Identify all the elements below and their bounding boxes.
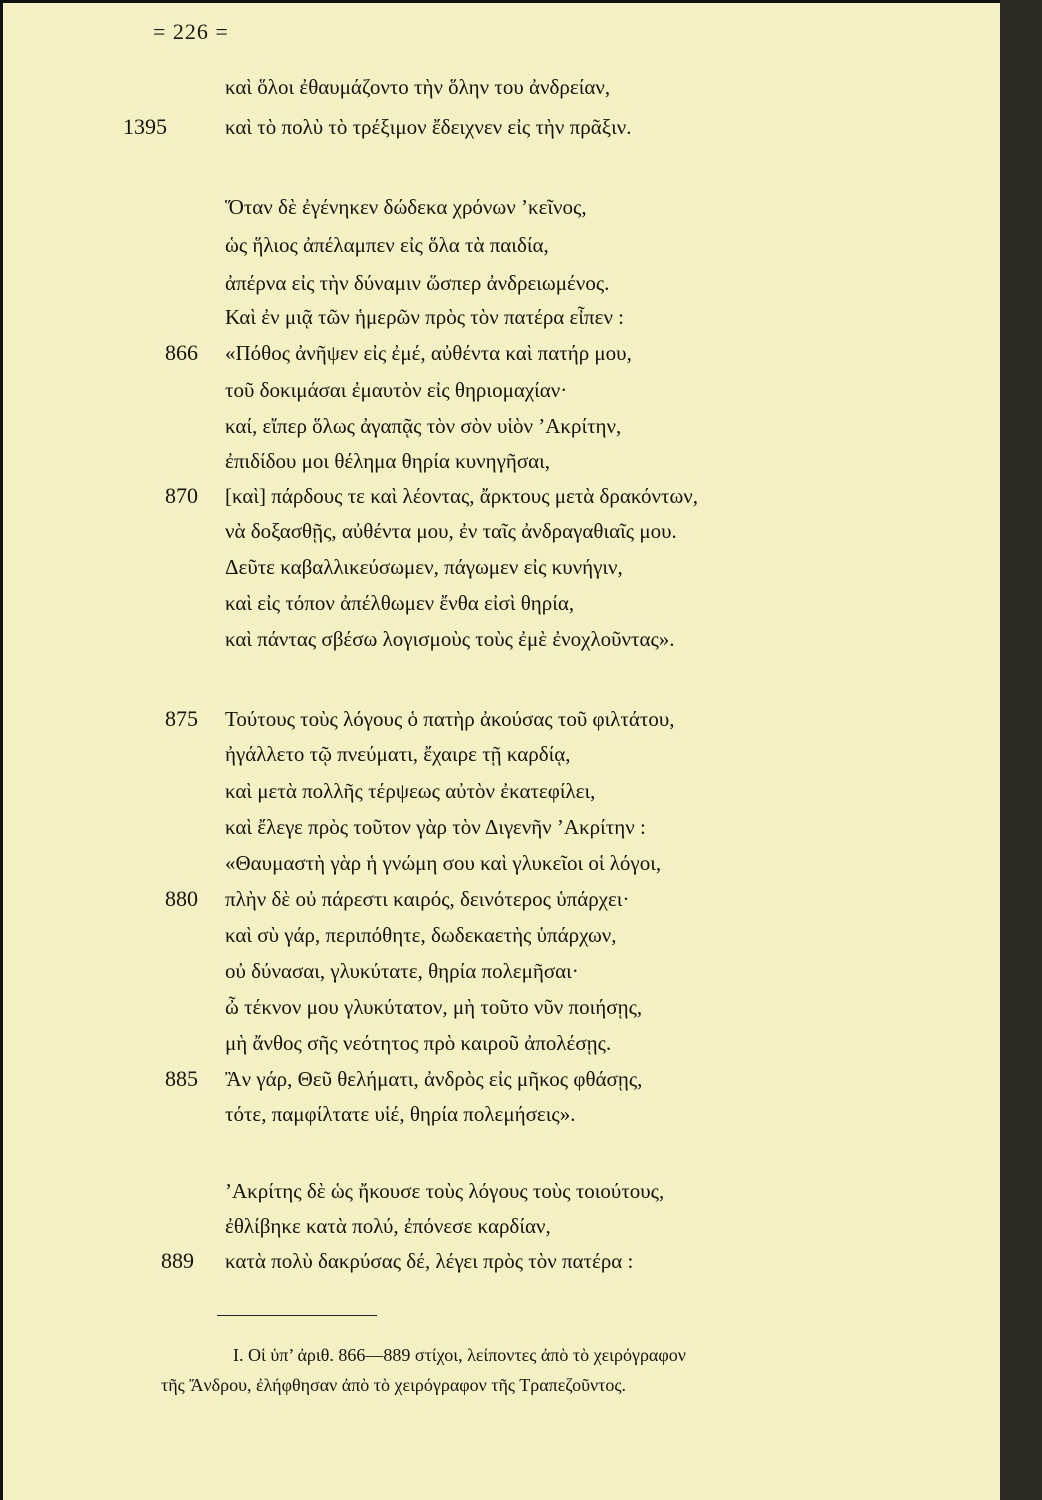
scan-edge <box>1000 0 1042 1500</box>
verse-line <box>3 621 1000 657</box>
verse-line <box>3 585 1000 621</box>
line-text: καὶ μετὰ πολλῆς τέρψεως αὐτὸν ἐκατεφίλει, <box>225 779 596 803</box>
line-text: «Θαυμαστὴ γὰρ ἡ γνώμη σου καὶ γλυκεῖοι οἱ λόγοι, <box>225 851 662 875</box>
verse-line <box>3 372 1000 408</box>
page-header: = 226 = <box>153 19 229 44</box>
verse-line <box>3 478 1000 514</box>
verse-line <box>3 701 1000 737</box>
line-text: νὰ δοξασθῇς, αὐθέντα μου, ἐν ταῖς ἀνδραγαθιαῖς μου. <box>225 519 677 543</box>
verse-line <box>3 443 1000 479</box>
line-text: ὦ τέκνον μου γλυκύτατον, μὴ τοῦτο νῦν ποιήσῃς, <box>225 995 643 1019</box>
verse-line <box>3 1208 1000 1244</box>
verse-line <box>3 549 1000 585</box>
line-text: καὶ εἰς τόπον ἀπέλθωμεν ἔνθα εἰσὶ θηρία, <box>225 591 575 615</box>
line-text: ’Ακρίτης δὲ ὡς ἤκουσε τοὺς λόγους τοὺς τοιούτους, <box>225 1179 665 1203</box>
line-number: 889 <box>161 1248 194 1273</box>
footnote-divider <box>217 1315 377 1316</box>
verse-line <box>3 1025 1000 1061</box>
line-text: καὶ ἔλεγε πρὸς τοῦτον γὰρ τὸν Διγενῆν ’Ακρίτην : <box>225 815 646 839</box>
verse-line <box>3 408 1000 444</box>
line-text: ἐπιδίδου μοι θέλημα θηρία κυνηγῆσαι, <box>225 449 551 473</box>
line-text: κατὰ πολὺ δακρύσας δέ, λέγει πρὸς τὸν πατέρα : <box>225 1249 634 1273</box>
verse-line <box>3 809 1000 845</box>
verse-line <box>3 1096 1000 1132</box>
line-text: οὐ δύνασαι, γλυκύτατε, θηρία πολεμῆσαι· <box>225 959 579 983</box>
line-text: ὡς ἥλιος ἀπέλαμπεν εἰς ὅλα τὰ παιδία, <box>225 233 549 257</box>
verse-line <box>3 1061 1000 1097</box>
line-text: Ὅταν δὲ ἐγένηκεν δώδεκα χρόνων ’κεῖνος, <box>225 195 587 219</box>
line-number: 875 <box>165 706 198 731</box>
line-text: ἐθλίβηκε κατὰ πολύ, ἐπόνεσε καρδίαν, <box>225 1214 551 1238</box>
line-number: 885 <box>165 1066 198 1091</box>
verse-line <box>3 845 1000 881</box>
line-text: καί, εἴπερ ὅλως ἀγαπᾷς τὸν σὸν υἱὸν ’Ακρίτην, <box>225 414 622 438</box>
line-text: ἀπέρνα εἰς τὴν δύναμιν ὥσπερ ἀνδρειωμένος. <box>225 271 610 295</box>
verse-line <box>3 917 1000 953</box>
verse-line <box>3 189 1000 225</box>
line-text: τότε, παμφίλτατε υἱέ, θηρία πολεμήσεις». <box>225 1102 576 1126</box>
verse-line <box>3 881 1000 917</box>
line-text: Τούτους τοὺς λόγους ὁ πατὴρ ἀκούσας τοῦ φιλτάτου, <box>225 707 675 731</box>
line-text: μὴ ἄνθος σῆς νεότητος πρὸ καιροῦ ἀπολέσῃς. <box>225 1031 612 1055</box>
verse-line <box>3 299 1000 335</box>
line-text: «Πόθος ἀνῆψεν εἰς ἐμέ, αὐθέντα καὶ πατήρ μου, <box>225 341 632 365</box>
footnote-line: Ι. Οἱ ὑπ’ ἀριθ. 866—889 στίχοι, λείποντες ἀπὸ τὸ χειρόγραφον <box>233 1345 686 1365</box>
line-text: καὶ ὅλοι ἐθαυμάζοντο τὴν ὅλην του ἀνδρείαν, <box>225 75 611 99</box>
line-text: τοῦ δοκιμάσαι ἐμαυτὸν εἰς θηριομαχίαν· <box>225 378 568 402</box>
line-text: Ἂν γάρ, Θεῦ θελήματι, ἀνδρὸς εἰς μῆκος φθάσῃς, <box>225 1067 643 1091</box>
verse-line <box>3 1243 1000 1279</box>
verse-line <box>3 953 1000 989</box>
line-text: [καὶ] πάρδους τε καὶ λέοντας, ἄρκτους μετὰ δρακόντων, <box>225 484 699 508</box>
verse-line <box>3 736 1000 772</box>
verse-line <box>3 227 1000 263</box>
verse-line <box>3 69 1000 105</box>
footnote-line: τῆς Ἄνδρου, ἐλήφθησαν ἀπὸ τὸ χειρόγραφον τῆς Τραπεζοῦντος. <box>161 1375 626 1395</box>
verse-line <box>3 1173 1000 1209</box>
verse-line <box>3 773 1000 809</box>
line-number: 866 <box>165 340 198 365</box>
line-number: 870 <box>165 483 198 508</box>
line-text: πλὴν δὲ οὐ πάρεστι καιρός, δεινότερος ὑπάρχει· <box>225 887 630 911</box>
verse-line <box>3 335 1000 371</box>
verse-line <box>3 989 1000 1025</box>
line-text: Καὶ ἐν μιᾷ τῶν ἡμερῶν πρὸς τὸν πατέρα εἶπεν : <box>225 305 625 329</box>
verse-line <box>3 265 1000 301</box>
line-text: καὶ σὺ γάρ, περιπόθητε, δωδεκαετὴς ὑπάρχων, <box>225 923 617 947</box>
line-number: 880 <box>165 886 198 911</box>
line-text: καὶ πάντας σβέσω λογισμοὺς τοὺς ἐμὲ ἐνοχλοῦντας». <box>225 627 675 651</box>
line-text: καὶ τὸ πολὺ τὸ τρέξιμον ἔδειχνεν εἰς τὴν πρᾶξιν. <box>225 115 632 139</box>
line-text: ἠγάλλετο τῷ πνεύματι, ἔχαιρε τῇ καρδίᾳ, <box>225 742 571 766</box>
line-text: Δεῦτε καβαλλικεύσωμεν, πάγωμεν εἰς κυνήγιν, <box>225 555 623 579</box>
line-number: 1395 <box>123 114 167 139</box>
verse-line <box>3 513 1000 549</box>
verse-line <box>3 109 1000 145</box>
